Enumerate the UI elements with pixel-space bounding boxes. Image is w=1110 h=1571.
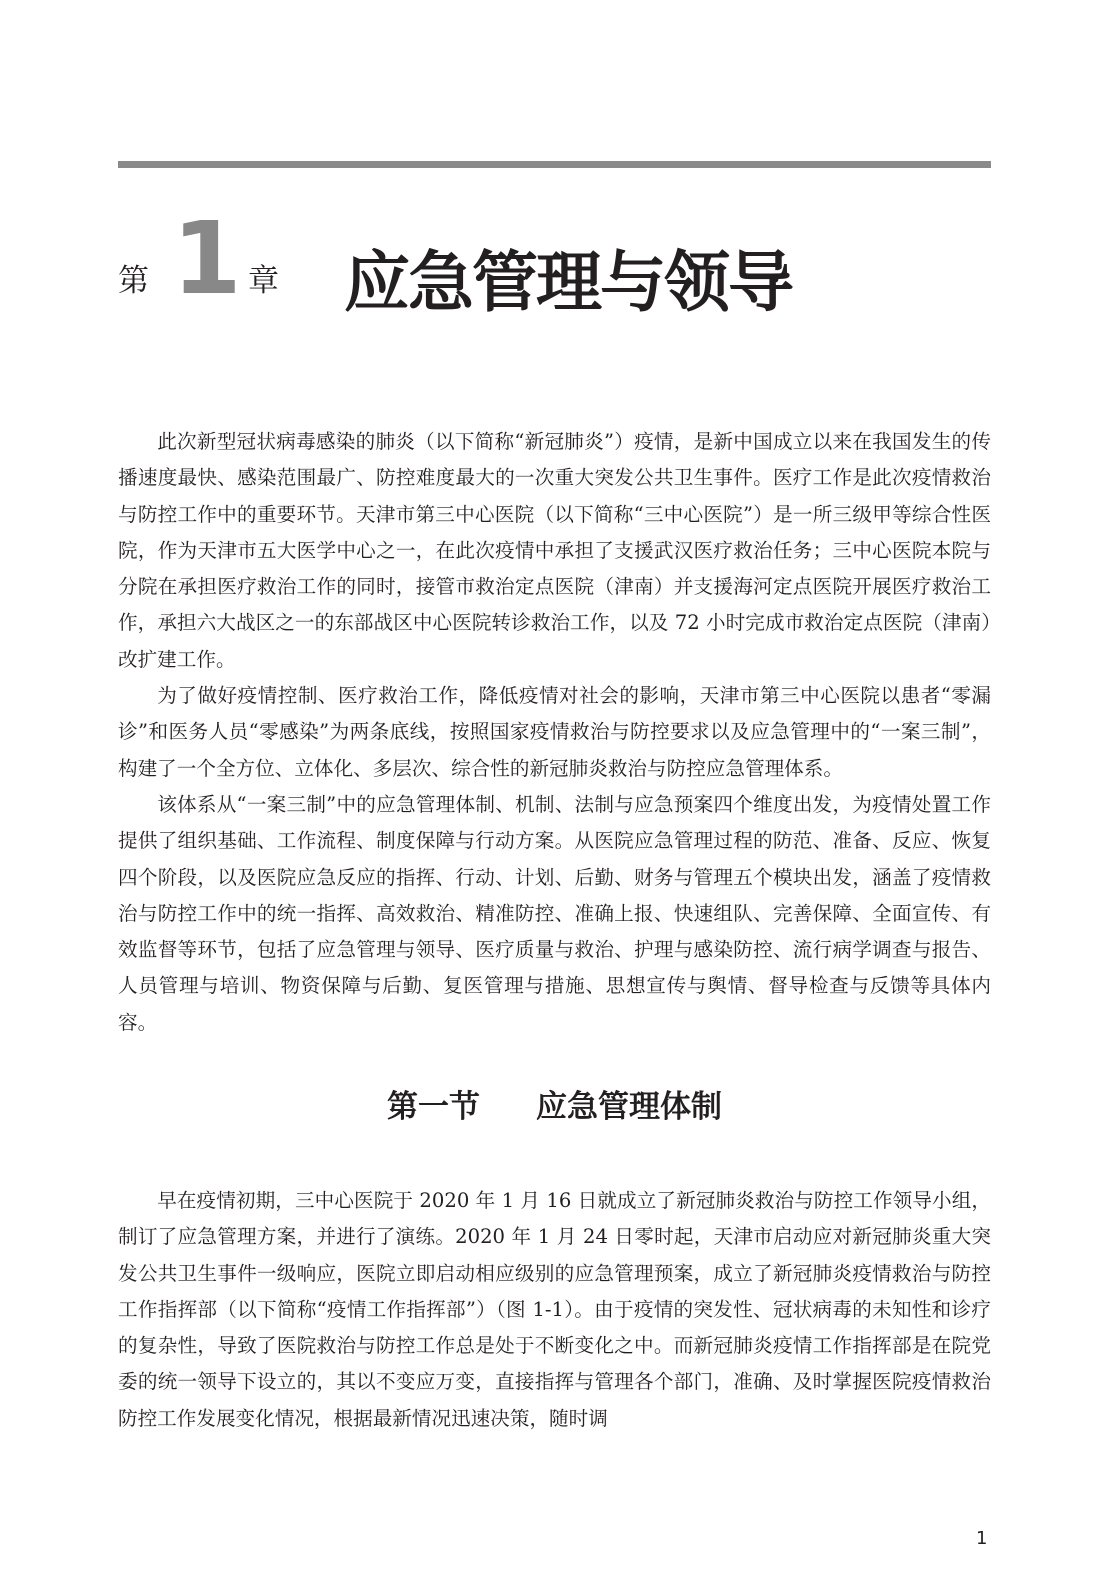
chapter-prefix: 第 <box>118 263 149 299</box>
section-title: 应急管理体制 <box>536 1089 722 1125</box>
section-paragraph: 早在疫情初期，三中心医院于 2020 年 1 月 16 日就成立了新冠肺炎救治与防控工作领导小组，制订了应急管理方案，并进行了演练。2020 年 1 月 24 日零时起，天津市启动应对新冠肺炎重大突发公共卫生事件一级响应，医院立即启动相应级别的应急管理预案，成立了新冠肺炎疫情救治与防控工作指挥部（以下简称“疫情工作指挥部”）（图 1-1）。由于疫情的突发性、冠状病毒的未知性和诊疗的复杂性，导致了医院救治与防控工作总是处于不断变化之中。而新冠肺炎疫情工作指挥部是在院党委的统一领导下设立的，其以不变应万变，直接指挥与管理各个部门，准确、及时掌握医院疫情救治防控工作发展变化情况，根据最新情况迅速决策，随时调 <box>118 1189 991 1430</box>
chapter-number: 1 <box>172 200 242 317</box>
chapter-title: 应急管理与领导 <box>344 244 792 321</box>
page-number: 1 <box>976 1528 988 1549</box>
chapter-heading <box>118 200 991 321</box>
chapter-top-rule <box>118 161 991 168</box>
chapter-suffix: 章 <box>248 263 279 299</box>
intro-paragraph: 此次新型冠状病毒感染的肺炎（以下简称“新冠肺炎”）疫情，是新中国成立以来在我国发生的传播速度最快、感染范围最广、防控难度最大的一次重大突发公共卫生事件。医疗工作是此次疫情救治与防控工作中的重要环节。天津市第三中心医院（以下简称“三中心医院”）是一所三级甲等综合性医院，作为天津市五大医学中心之一，在此次疫情中承担了支援武汉医疗救治任务；三中心医院本院与分院在承担医疗救治工作的同时，接管市救治定点医院（津南）并支援海河定点医院开展医疗救治工作，承担六大战区之一的东部战区中心医院转诊救治工作，以及 72 小时完成市救治定点医院（津南）改扩建工作。 <box>118 430 991 671</box>
intro-paragraph: 该体系从“一案三制”中的应急管理体制、机制、法制与应急预案四个维度出发，为疫情处置工作提供了组织基础、工作流程、制度保障与行动方案。从医院应急管理过程的防范、准备、反应、恢复四个阶段，以及医院应急反应的指挥、行动、计划、后勤、财务与管理五个模块出发，涵盖了疫情救治与防控工作中的统一指挥、高效救治、精准防控、准确上报、快速组队、完善保障、全面宣传、有效监督等环节，包括了应急管理与领导、医疗质量与救治、护理与感染防控、流行病学调查与报告、人员管理与培训、物资保障与后勤、复医管理与措施、思想宣传与舆情、督导检查与反馈等具体内容。 <box>118 792 991 1034</box>
intro-text <box>118 424 991 1041</box>
section-heading <box>118 1081 991 1126</box>
intro-paragraph: 为了做好疫情控制、医疗救治工作，降低疫情对社会的影响，天津市第三中心医院以患者“零漏诊”和医务人员“零感染”为两条底线，按照国家疫情救治与防控要求以及应急管理中的“一案三制”，构建了一个全方位、立体化、多层次、综合性的新冠肺炎救治与防控应急管理体系。 <box>118 684 991 780</box>
section-number: 第一节 <box>387 1089 480 1125</box>
section-text <box>118 1183 991 1437</box>
